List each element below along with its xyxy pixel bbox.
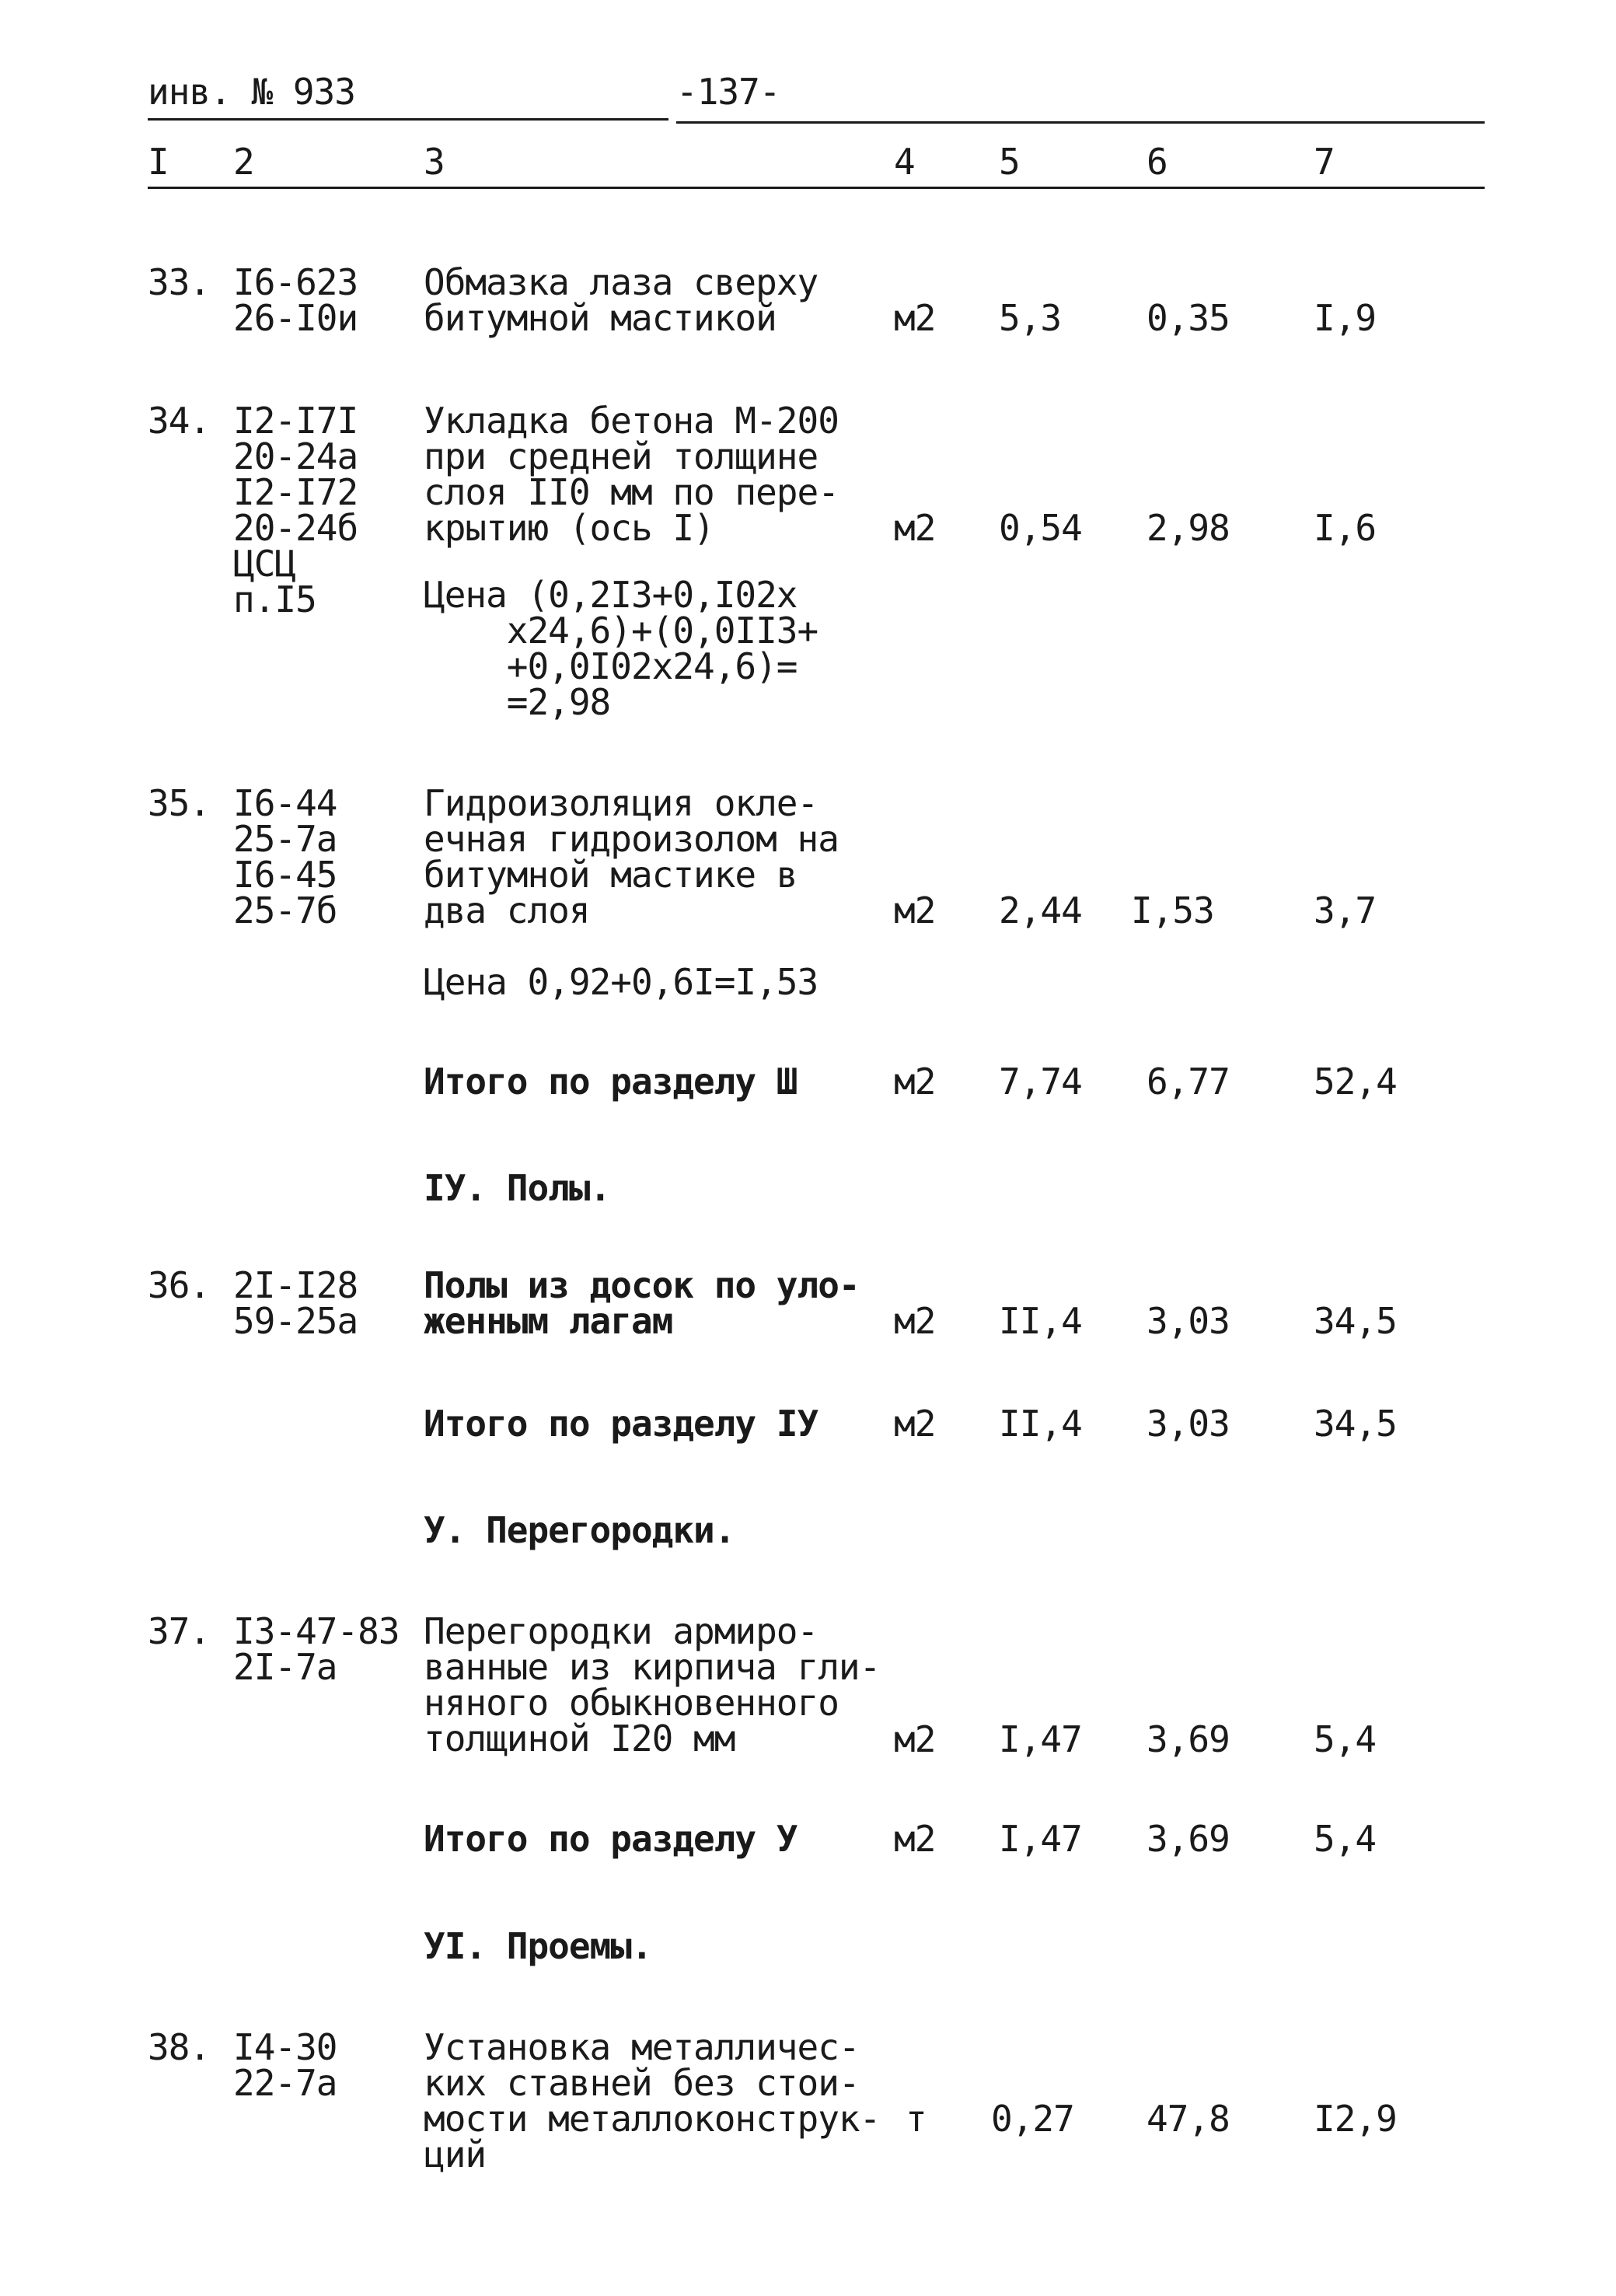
row-total: I,9: [1314, 297, 1377, 339]
row-number: 36.: [148, 1264, 211, 1306]
subtotal-price: 3,69: [1147, 1818, 1230, 1860]
row-description: Обмазка лаза сверху битумной мастикой: [424, 261, 818, 339]
row-description: Перегородки армиро- ванные из кирпича гли- няного обыкновенного толщиной I20 мм: [424, 1610, 881, 1760]
column-header-rule: [148, 187, 1485, 189]
row-price: I,53: [1131, 889, 1214, 931]
row-total: 3,7: [1314, 889, 1377, 931]
column-header-7: 7: [1314, 141, 1335, 183]
subtotal-quantity: II,4: [999, 1403, 1082, 1445]
row-price: 3,03: [1147, 1300, 1230, 1342]
subtotal-total: 52,4: [1314, 1061, 1397, 1103]
row-quantity: 5,3: [999, 297, 1062, 339]
row-unit: м2: [894, 1718, 936, 1760]
row-price: 47,8: [1147, 2098, 1230, 2140]
row-total: 34,5: [1314, 1300, 1397, 1342]
row-codes: I3-47-83 2I-7a: [233, 1610, 400, 1688]
row-codes: I2-I7I 20-24a I2-I72 20-24б ЦСЦ п.I5: [233, 400, 358, 620]
column-header-5: 5: [999, 141, 1020, 183]
column-header-1: I: [148, 141, 169, 183]
column-header-4: 4: [894, 141, 915, 183]
row-number: 35.: [148, 782, 211, 824]
subtotal-quantity: 7,74: [999, 1061, 1082, 1103]
row-description: Установка металличес- ких ставней без стои- мости металлоконструк- ций: [424, 2026, 881, 2175]
row-price-note: Цена 0,92+0,6I=I,53: [424, 961, 818, 1003]
section-heading: IУ. Полы.: [424, 1167, 611, 1209]
row-quantity: 2,44: [999, 889, 1082, 931]
header-rule-right: [676, 121, 1485, 124]
row-number: 33.: [148, 261, 211, 303]
column-header-3: 3: [424, 141, 445, 183]
row-price-note: Цена (0,2I3+0,I02х х24,6)+(0,0II3+ +0,0I02х24,6)= =2,98: [424, 574, 818, 723]
row-description: Гидроизоляция окле- ечная гидроизолом на битумной мастике в два слоя: [424, 782, 839, 931]
row-quantity: 0,27: [991, 2098, 1074, 2140]
row-price: 0,35: [1147, 297, 1230, 339]
subtotal-unit: м2: [894, 1403, 936, 1445]
row-codes: 2I-I28 59-25a: [233, 1264, 358, 1342]
header-rule-left: [148, 118, 668, 121]
row-number: 38.: [148, 2026, 211, 2068]
row-unit: м2: [894, 507, 936, 549]
row-unit: м2: [894, 297, 936, 339]
subtotal-price: 6,77: [1147, 1061, 1230, 1103]
row-number: 34.: [148, 400, 211, 442]
subtotal-total: 5,4: [1314, 1818, 1377, 1860]
row-description: Укладка бетона М-200 при средней толщине слоя II0 мм по пере- крытию (ось I): [424, 400, 839, 549]
inventory-number: инв. № 933: [148, 71, 355, 113]
row-price: 3,69: [1147, 1718, 1230, 1760]
row-total: I2,9: [1314, 2098, 1397, 2140]
row-description: Полы из досок по уло- женным лагам: [424, 1264, 860, 1342]
subtotal-unit: м2: [894, 1818, 936, 1860]
row-unit: т: [906, 2098, 927, 2140]
column-header-2: 2: [233, 141, 254, 183]
row-codes: I6-44 25-7a I6-45 25-7б: [233, 782, 337, 931]
row-total: I,6: [1314, 507, 1377, 549]
page-number: -137-: [676, 71, 780, 113]
row-unit: м2: [894, 889, 936, 931]
row-codes: I4-30 22-7a: [233, 2026, 337, 2104]
section-heading: УI. Проемы.: [424, 1925, 652, 1967]
row-quantity: 0,54: [999, 507, 1082, 549]
row-number: 37.: [148, 1610, 211, 1652]
subtotal-label: Итого по разделу У: [424, 1818, 798, 1860]
row-quantity: I,47: [999, 1718, 1082, 1760]
row-unit: м2: [894, 1300, 936, 1342]
subtotal-unit: м2: [894, 1061, 936, 1103]
column-header-6: 6: [1147, 141, 1167, 183]
row-total: 5,4: [1314, 1718, 1377, 1760]
section-heading: У. Перегородки.: [424, 1509, 735, 1551]
row-price: 2,98: [1147, 507, 1230, 549]
subtotal-total: 34,5: [1314, 1403, 1397, 1445]
row-codes: I6-623 26-I0и: [233, 261, 358, 339]
subtotal-quantity: I,47: [999, 1818, 1082, 1860]
subtotal-price: 3,03: [1147, 1403, 1230, 1445]
subtotal-label: Итого по разделу IУ: [424, 1403, 818, 1445]
row-quantity: II,4: [999, 1300, 1082, 1342]
subtotal-label: Итого по разделу Ш: [424, 1061, 798, 1103]
